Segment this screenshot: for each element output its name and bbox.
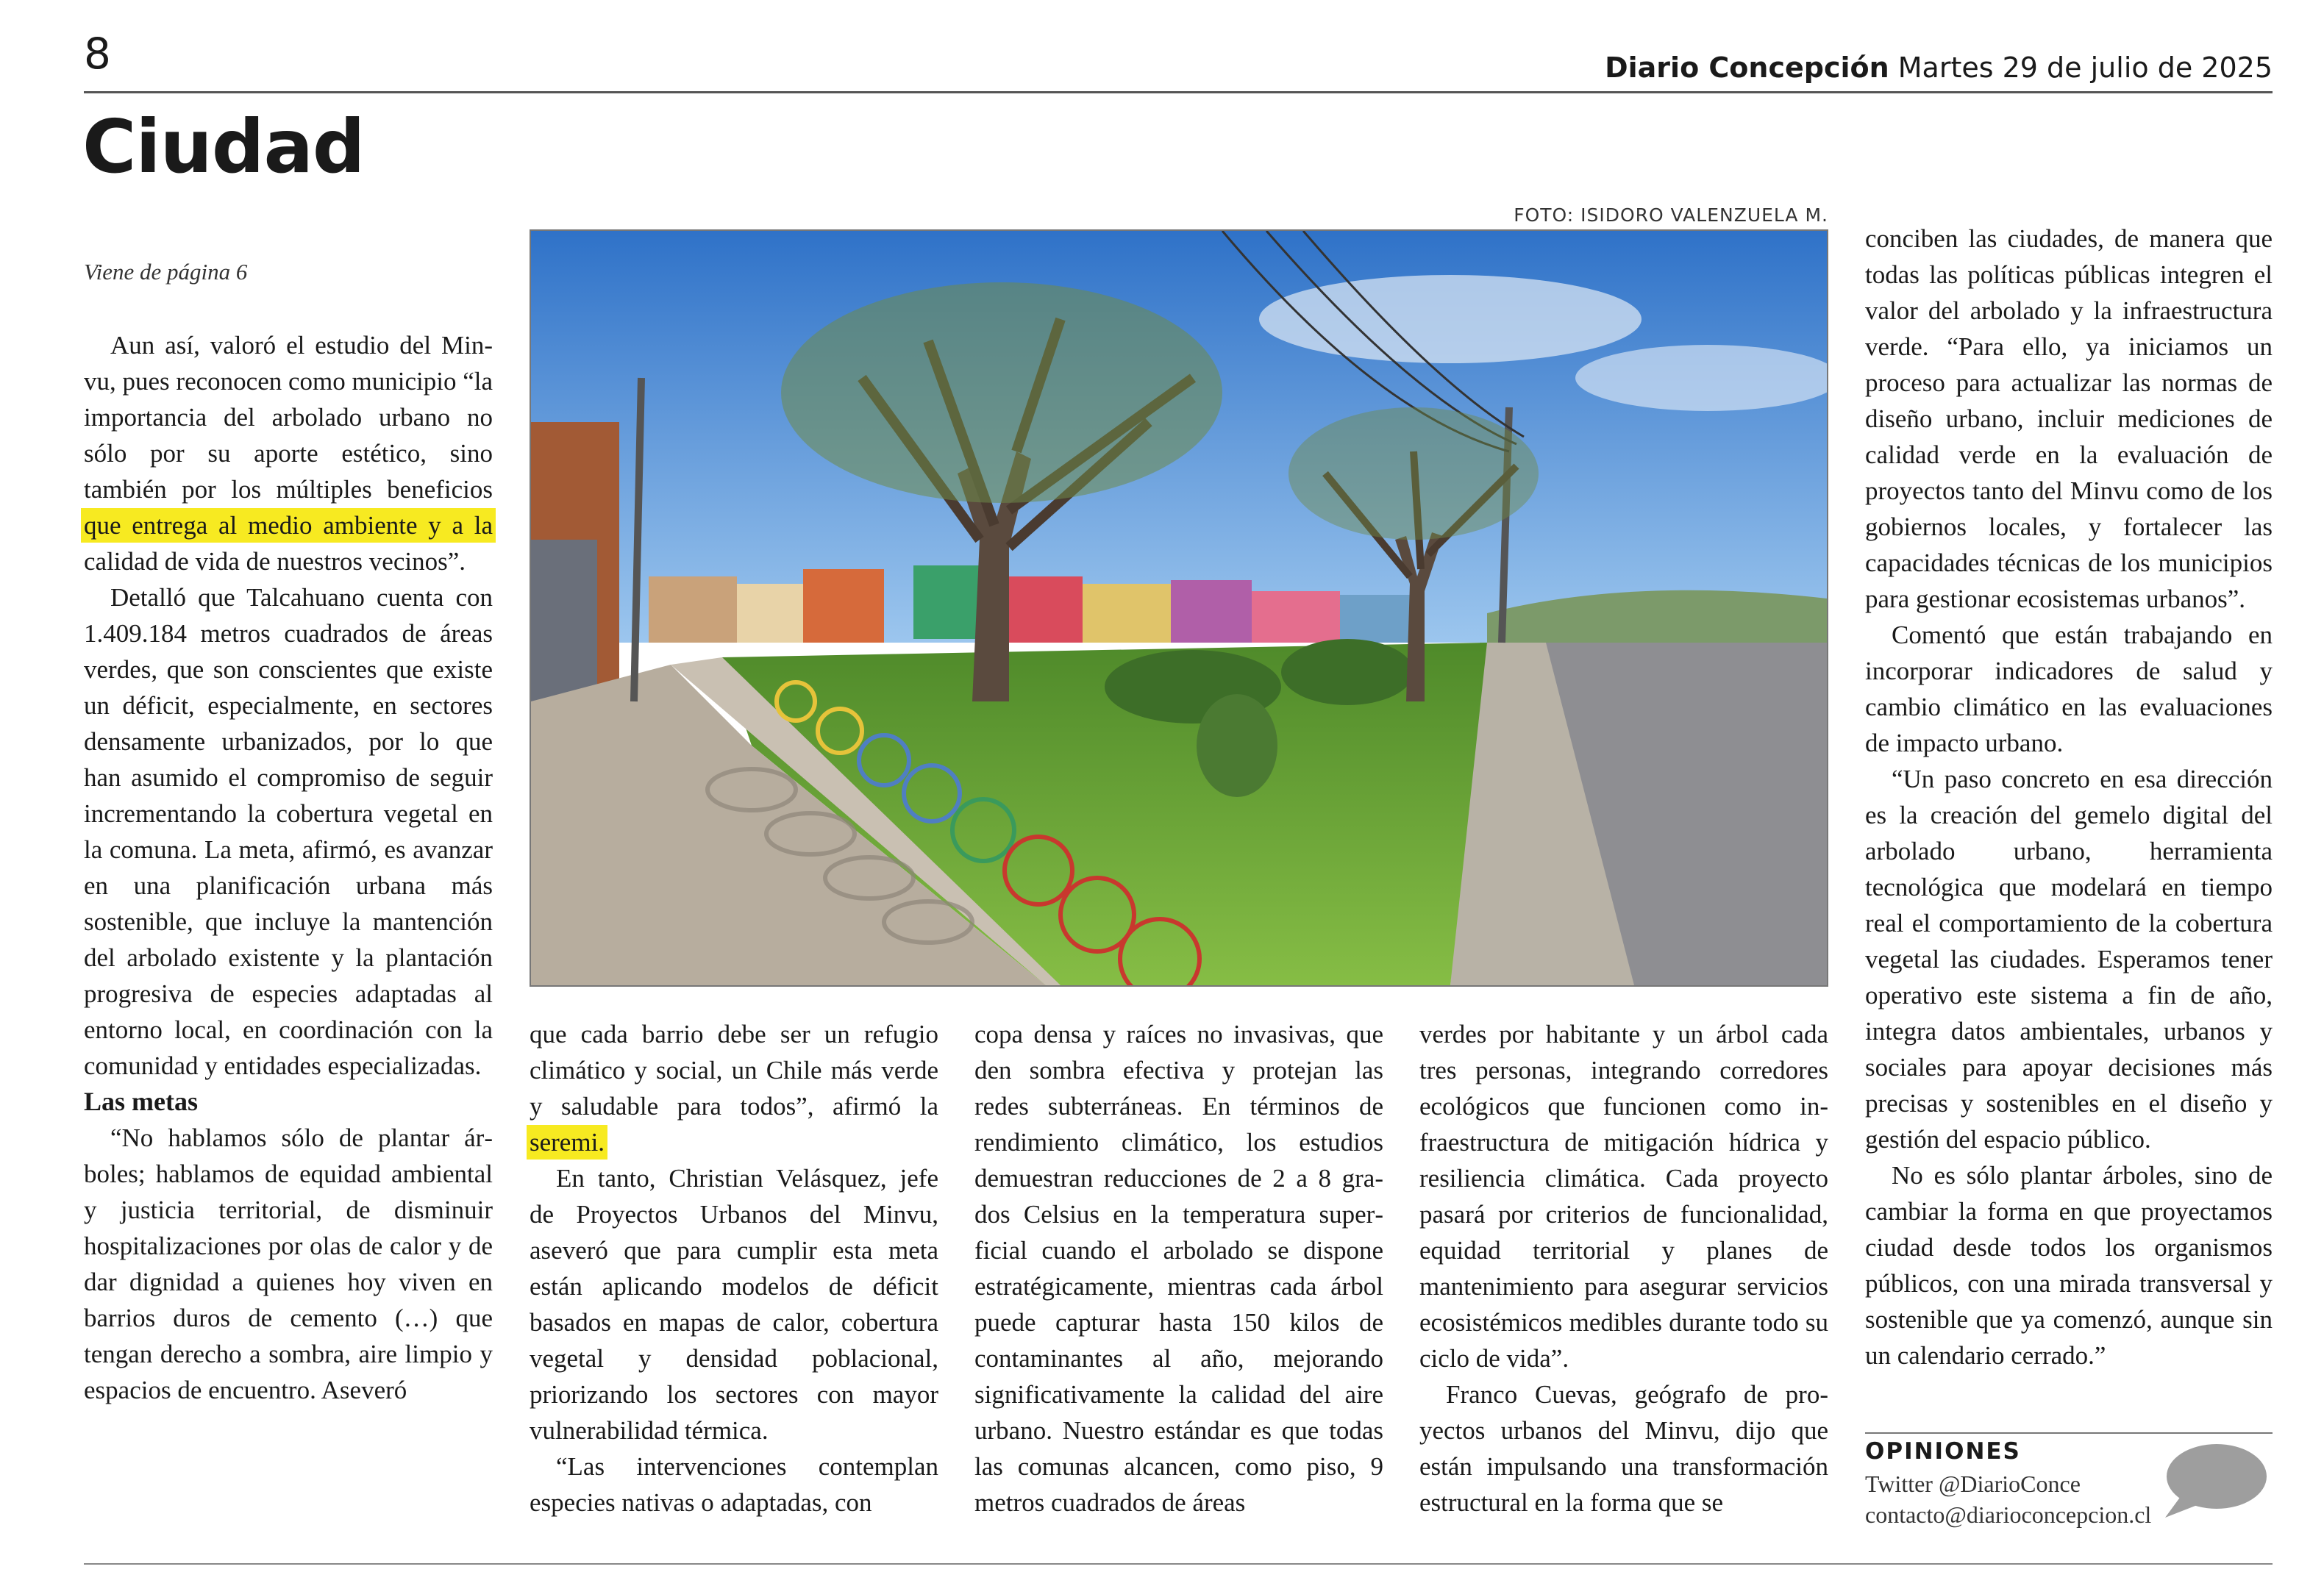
paragraph: “Las intervenciones contemplan especies nativas o adaptadas, con <box>530 1452 938 1517</box>
masthead <box>1605 51 2273 84</box>
highlighted-text: que entrega al medio ambiente y a la <box>84 511 493 540</box>
footer-rule <box>84 1563 2273 1565</box>
paragraph: verdes por habitante y un árbol cada tres personas, integrando corredores ecológicos que funcionen como infraestructura de mitigación hídrica y resiliencia climática. Cada proyecto pasará por criterios de funcionalidad, equidad territorial y planes de mantenimiento para asegurar servicios ecosistémicos medibles durante todo su ciclo de vida”. <box>1419 1020 1828 1373</box>
subheading: Las metas <box>84 1087 198 1116</box>
photo-credit: FOTO: ISIDORO VALENZUELA M. <box>1514 204 1828 226</box>
article-column-2 <box>530 1016 938 1521</box>
section-title: Ciudad <box>82 104 365 190</box>
contact-email[interactable]: contacto@diarioconcepcion.cl <box>1865 1501 2152 1528</box>
photo-illustration <box>531 231 1827 985</box>
issue-date: Martes 29 de julio de 2025 <box>1897 51 2273 84</box>
paragraph: Aun así, valoró el estudio del Minvu, pues reconocen como municipio “la importancia del arbolado urbano no sólo por su aporte estético, sino también por los múltiples beneficios que entrega al medio ambiente y a la calidad de vida de nuestros vecinos”. <box>84 331 493 576</box>
newspaper-name: Diario Concepción <box>1605 51 1889 84</box>
paragraph: “No hablamos sólo de plantar árboles; hablamos de equidad ambiental y justicia territorial, de disminuir hospitalizaciones por olas de calor y de dar dignidad a quienes hoy viven en barrios duros de cemento (…) que tengan derecho a sombra, aire limpio y espacios de encuentro. Aseveró <box>84 1123 493 1404</box>
street-park-photo <box>530 229 1828 987</box>
article-column-5 <box>1865 221 2273 1373</box>
page-number: 8 <box>84 29 111 79</box>
paragraph: conciben las ciudades, de manera que todas las políticas públicas integren el valor del arbolado y la infraestructura verde. “Para ello, ya iniciamos un proceso para actualizar las normas de diseño urbano, incluir mediciones de calidad verde en la evaluación de proyectos tanto del Minvu como de los gobiernos locales, y fortalecer las capacidades técnicas de los municipios para gestionar ecosistemas urbanos”. <box>1865 224 2273 613</box>
article-column-1 <box>84 327 493 1408</box>
article-column-4 <box>1419 1016 1828 1521</box>
paragraph: No es sólo plantar árboles, sino de cambiar la forma en que proyectamos ciudad desde todos los organismos públicos, con una mirada transversal y sostenible que ya comenzó, aunque sin un calendario cerrado.” <box>1865 1161 2273 1370</box>
speech-bubble-icon <box>2159 1441 2270 1526</box>
opinions-box <box>1865 1432 2273 1544</box>
twitter-handle[interactable]: Twitter @DiarioConce <box>1865 1471 2081 1497</box>
article-column-3 <box>974 1016 1383 1521</box>
paragraph: “Un paso concreto en esa dirección es la creación del gemelo digital del arbolado urbano, herramienta tecnológica que modelará en tiempo real el comportamiento de la cobertura vegetal las ciudades. Esperamos tener operativo este sistema a fin de año, integra datos ambientales, urbanos y sociales para apoyar decisiones más precisas y sostenibles en el diseño y gestión del espacio público. <box>1865 765 2273 1154</box>
highlighted-text: seremi. <box>530 1128 605 1157</box>
paragraph: que cada barrio debe ser un refugio climático y social, un Chile más verde y saludable para todos”, afirmó la seremi. <box>530 1020 938 1157</box>
paragraph: Detalló que Talcahuano cuenta con 1.409.184 metros cuadrados de áreas verdes, que son conscientes que existe un déficit, especialmente, en sectores densamente urbanizados, por lo que han asumido el compromiso de seguir incrementando la cobertura vegetal en la comuna. La meta, afirmó, es avanzar en una planificación urbana más sostenible, que incluye la mantención del arbolado existente y la plantación progresiva de especies adaptadas al entorno local, en coordinación con la comunidad y entidades especializadas. <box>84 583 493 1080</box>
paragraph: En tanto, Christian Velásquez, jefe de Proyectos Urbanos del Minvu, aseveró que para cumplir esta meta están aplicando modelos de déficit basados en mapas de calor, cobertura vegetal y densidad poblacional, priorizando los sectores con mayor vulnerabilidad térmica. <box>530 1164 938 1445</box>
paragraph: Franco Cuevas, geógrafo de proyectos urbanos del Minvu, dijo que están impulsando una transformación estructural en la forma que se <box>1419 1380 1828 1517</box>
paragraph: Comentó que están trabajando en incorporar indicadores de salud y cambio climático en las evaluaciones de impacto urbano. <box>1865 621 2273 757</box>
paragraph: copa densa y raíces no invasivas, que den sombra efectiva y protejan las redes subterráneas. En términos de rendimiento climático, los estudios demuestran reducciones de 2 a 8 grados Celsius en la temperatura superficial cuando el arbolado se dispone estratégicamente, mientras cada árbol puede capturar hasta 150 kilos de contaminantes al año, mejorando significativamente la calidad del aire urbano. Nuestro estándar es que todas las comunas alcancen, como piso, 9 metros cuadrados de áreas <box>974 1020 1383 1517</box>
opinions-label: OPINIONES <box>1865 1438 2021 1465</box>
continued-from-note: Viene de página 6 <box>84 259 248 285</box>
header-rule <box>84 91 2273 93</box>
